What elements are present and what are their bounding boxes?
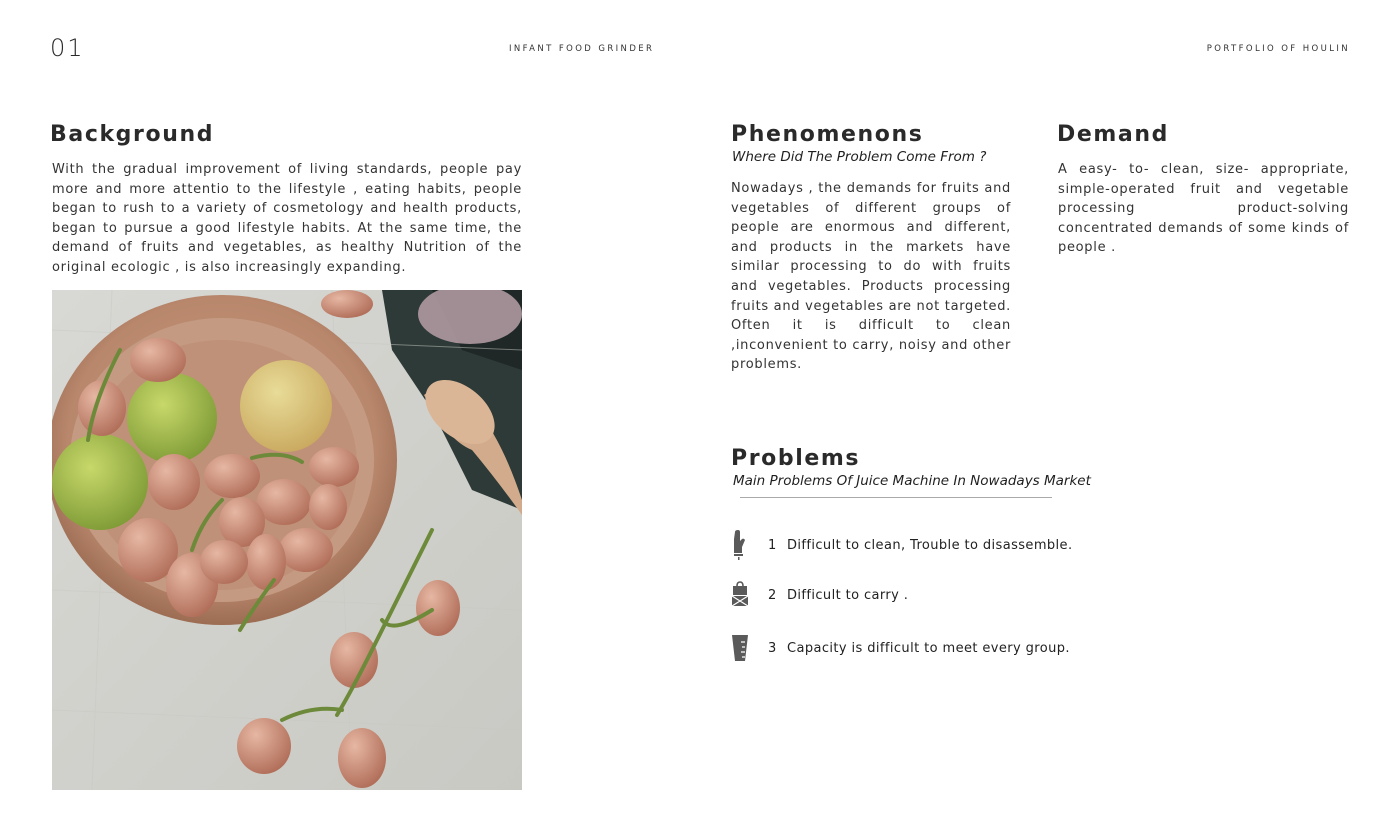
problems-divider bbox=[740, 497, 1052, 498]
measuring-cup-icon bbox=[729, 632, 751, 664]
problems-subheading: Main Problems Of Juice Machine In Nowadays Market bbox=[733, 473, 1091, 489]
fruit-bowl-photo bbox=[52, 290, 522, 790]
problem-item bbox=[729, 632, 1070, 664]
phenomenons-paragraph: Nowadays , the demands for fruits and vegetables of different groups of people are enormous and different, and products in the markets have similar processing to do with fruits and vegetables. Products processing fruits and vegetables are not targeted. Often it is difficult to clean ,inconvenient to carry, noisy and other problems. bbox=[731, 181, 1011, 373]
portfolio-title: PORTFOLIO OF HOULIN bbox=[1206, 44, 1350, 54]
page-number: 01 bbox=[50, 34, 85, 62]
problem-number: 1 bbox=[768, 537, 777, 553]
demand-heading: Demand bbox=[1057, 122, 1169, 147]
background-paragraph: With the gradual improvement of living standards, people pay more and more attentio to the lifestyle , eating habits, people began to rush to a variety of cosmetology and health products, began to pursue a good lifestyle habits. At the same time, the demand of fruits and vegetables, as healthy Nutrition of the original ecologic , is also increasingly expanding. bbox=[52, 162, 522, 275]
problem-text: Difficult to carry . bbox=[787, 587, 909, 603]
problems-heading: Problems bbox=[731, 446, 861, 471]
problem-number: 2 bbox=[768, 587, 777, 603]
document-title: INFANT FOOD GRINDER bbox=[509, 44, 655, 54]
shopping-bag-icon bbox=[729, 579, 751, 611]
problem-item bbox=[729, 579, 908, 611]
problem-text: Difficult to clean, Trouble to disassemble. bbox=[787, 537, 1073, 553]
demand-paragraph: A easy- to- clean, size- appropriate, simple-operated fruit and vegetable processing product-solving concentrated demands of some kinds of people . bbox=[1058, 162, 1349, 256]
problem-item bbox=[729, 529, 1073, 561]
phenomenons-heading: Phenomenons bbox=[731, 122, 924, 147]
problem-number: 3 bbox=[768, 640, 777, 656]
problem-text: Capacity is difficult to meet every group. bbox=[787, 640, 1070, 656]
phenomenons-subheading: Where Did The Problem Come From ? bbox=[732, 149, 987, 165]
background-heading: Background bbox=[50, 122, 215, 147]
oven-mitt-icon bbox=[729, 529, 751, 561]
